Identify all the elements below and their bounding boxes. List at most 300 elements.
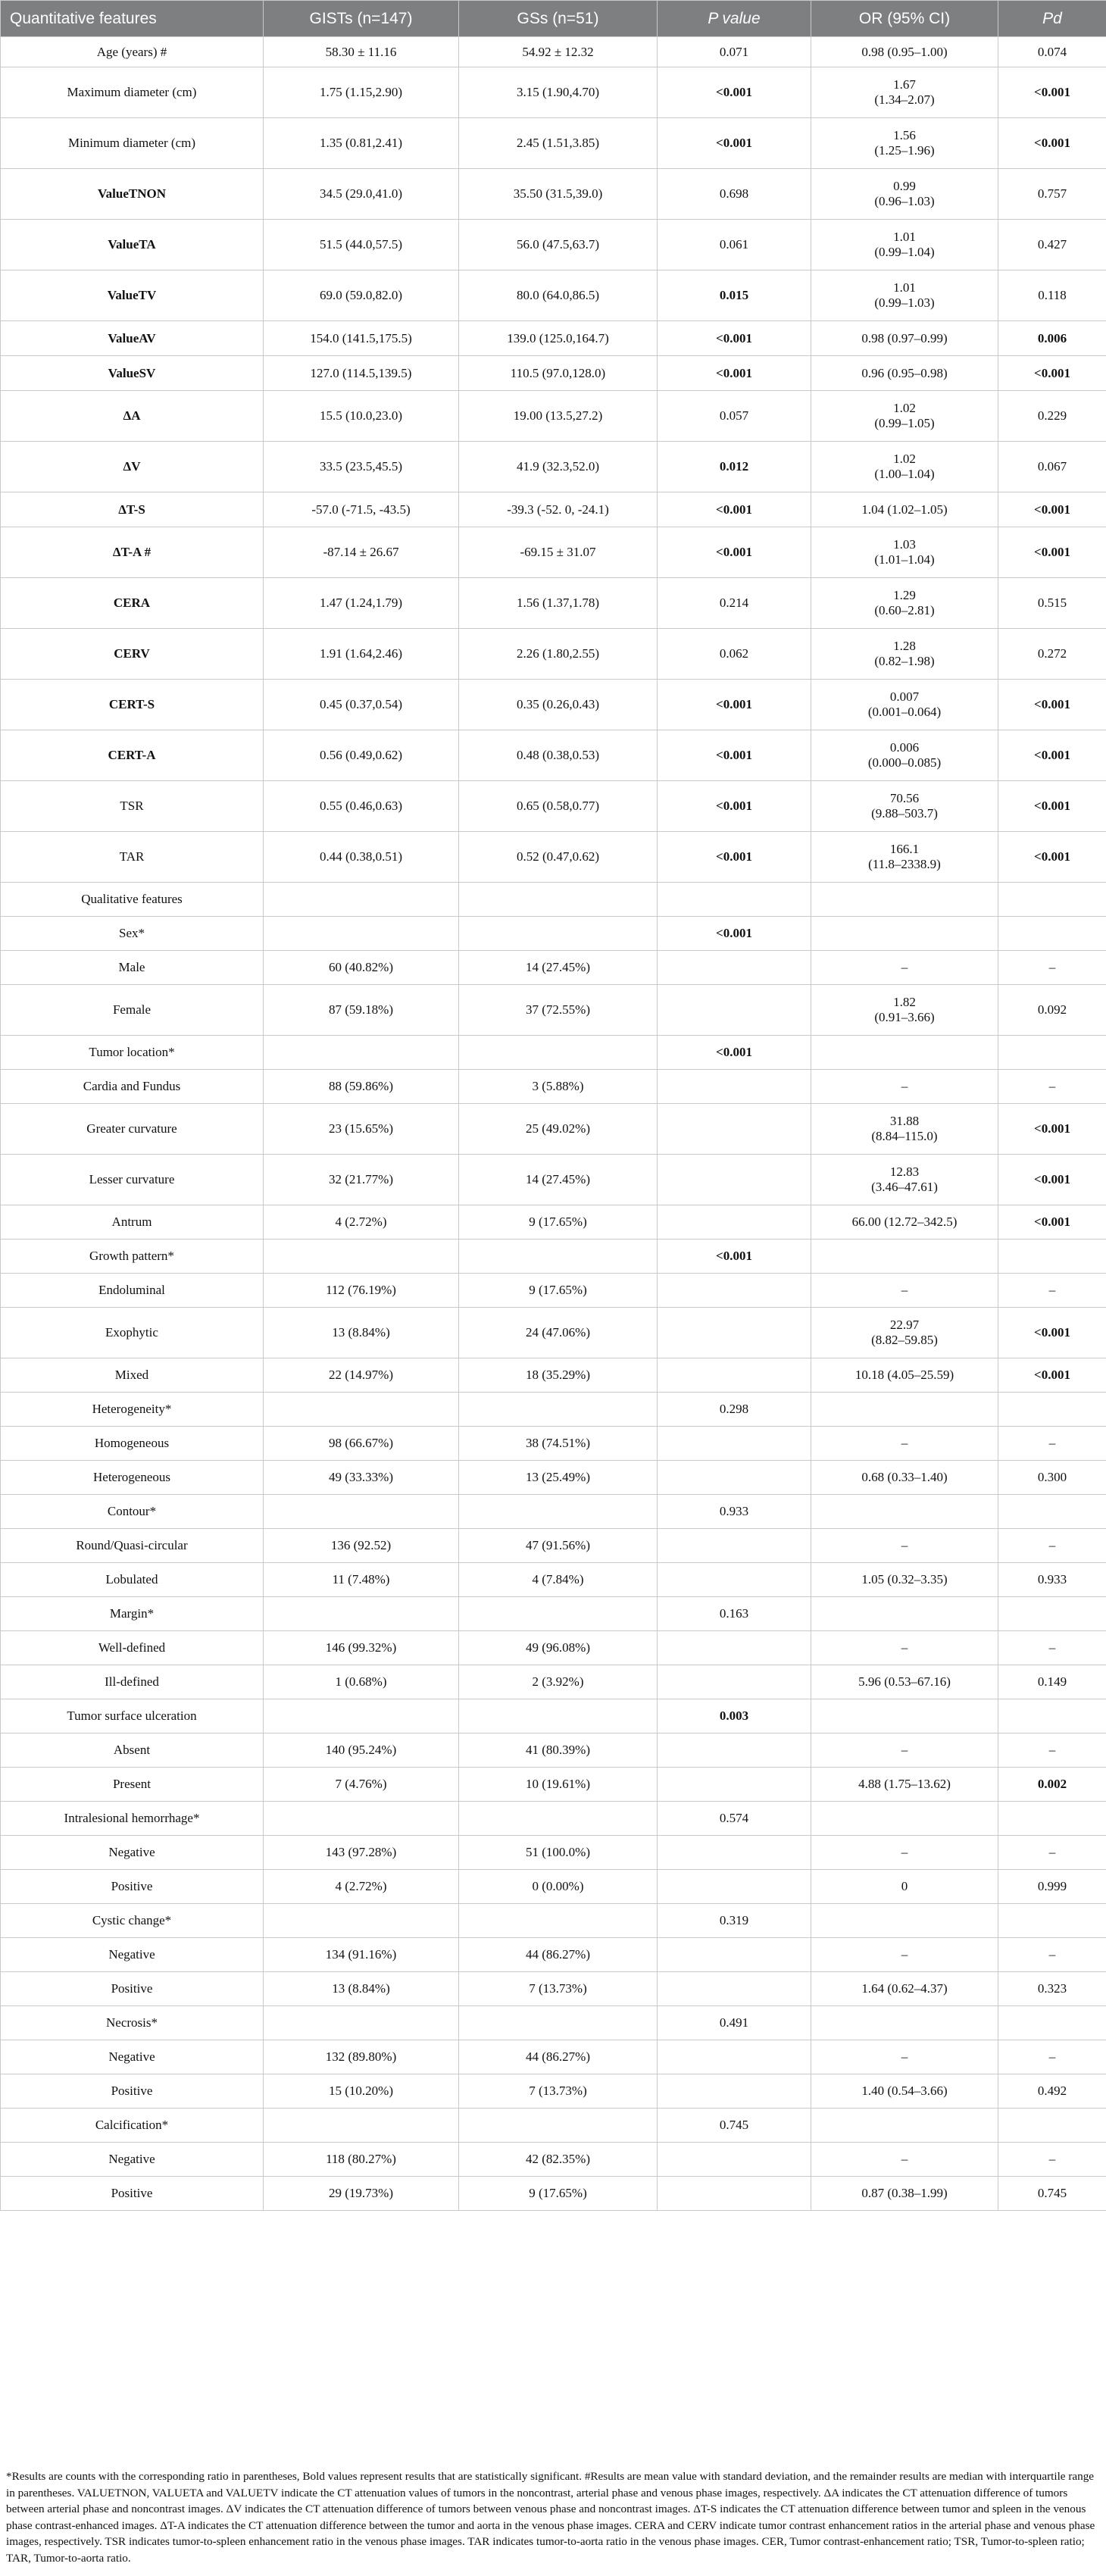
p-value-text: <0.001 bbox=[716, 1045, 752, 1059]
table-row bbox=[1, 118, 1106, 169]
pd-text: 0.067 bbox=[1037, 459, 1067, 474]
table-row bbox=[1, 442, 1106, 492]
pd-text: <0.001 bbox=[1034, 365, 1070, 380]
pd-text: 0.272 bbox=[1037, 646, 1067, 661]
pd-cell bbox=[998, 1205, 1106, 1240]
or-value: 1.05 (0.32–3.35) bbox=[861, 1572, 948, 1587]
gss-cell bbox=[459, 321, 658, 356]
label-text: Absent bbox=[113, 1743, 151, 1757]
label-cell bbox=[1, 527, 264, 578]
gists-cell bbox=[264, 1631, 459, 1665]
label-cell bbox=[1, 1972, 264, 2006]
gss-text: 3 (5.88%) bbox=[532, 1079, 584, 1093]
pd-cell bbox=[998, 680, 1106, 730]
p-value-text: 0.015 bbox=[719, 288, 749, 302]
or-ci-cell bbox=[811, 1938, 998, 1972]
p-value-text: <0.001 bbox=[716, 502, 752, 517]
gss-text: 1.56 (1.37,1.78) bbox=[516, 596, 600, 610]
or-ci-cell bbox=[811, 1104, 998, 1155]
p-value-cell bbox=[658, 730, 811, 781]
p-value-text: 0.319 bbox=[719, 1913, 749, 1927]
p-value-text: 0.933 bbox=[719, 1504, 749, 1518]
pd-text: <0.001 bbox=[1034, 1172, 1070, 1186]
gss-text: 54.92 ± 12.32 bbox=[522, 44, 594, 59]
label-cell bbox=[1, 1904, 264, 1938]
or-ci-range: (8.82–59.85) bbox=[871, 1333, 938, 1347]
pd-text: 0.074 bbox=[1037, 44, 1067, 59]
table-row bbox=[1, 1563, 1106, 1597]
pd-text: 0.745 bbox=[1037, 2186, 1067, 2200]
or-ci-cell bbox=[811, 1768, 998, 1802]
or-value: 1.01 bbox=[893, 230, 916, 244]
table-body bbox=[1, 37, 1106, 2211]
label-text: ΔA bbox=[123, 408, 141, 423]
label-text: ValueAV bbox=[108, 330, 156, 345]
p-value-cell bbox=[658, 1768, 811, 1802]
or-value: – bbox=[901, 1640, 908, 1655]
gists-cell bbox=[264, 917, 459, 951]
gists-text: 15.5 (10.0,23.0) bbox=[319, 408, 403, 423]
or-ci-range: (0.000–0.085) bbox=[867, 755, 942, 770]
pd-text: – bbox=[1048, 960, 1056, 974]
gss-cell bbox=[459, 1427, 658, 1461]
gists-text: 32 (21.77%) bbox=[329, 1172, 393, 1186]
or-value: 1.28 bbox=[893, 639, 916, 653]
p-value-cell bbox=[658, 1870, 811, 1904]
gists-cell bbox=[264, 1802, 459, 1836]
label-cell bbox=[1, 629, 264, 680]
pd-cell bbox=[998, 492, 1106, 527]
or-ci-cell bbox=[811, 680, 998, 730]
gss-cell bbox=[459, 527, 658, 578]
gss-cell bbox=[459, 391, 658, 442]
label-text: Heterogeneous bbox=[93, 1470, 170, 1484]
pd-cell bbox=[998, 391, 1106, 442]
p-value-cell bbox=[658, 629, 811, 680]
p-value-cell bbox=[658, 1529, 811, 1563]
table-row bbox=[1, 578, 1106, 629]
gss-cell bbox=[459, 1104, 658, 1155]
pd-text: – bbox=[1048, 1283, 1056, 1297]
label-cell bbox=[1, 220, 264, 270]
gists-cell bbox=[264, 442, 459, 492]
pd-text: <0.001 bbox=[1034, 849, 1070, 864]
pd-text: – bbox=[1048, 2049, 1056, 2064]
table-row bbox=[1, 1461, 1106, 1495]
table-row bbox=[1, 1529, 1106, 1563]
p-value-cell bbox=[658, 1938, 811, 1972]
p-value-text: <0.001 bbox=[716, 926, 752, 940]
label-cell bbox=[1, 1802, 264, 1836]
label-cell bbox=[1, 37, 264, 67]
label-cell bbox=[1, 730, 264, 781]
gists-text: 118 (80.27%) bbox=[326, 2152, 396, 2166]
or-ci-cell bbox=[811, 1308, 998, 1358]
label-text: Tumor surface ulceration bbox=[67, 1708, 197, 1723]
pd-cell bbox=[998, 1870, 1106, 1904]
gists-text: 29 (19.73%) bbox=[329, 2186, 393, 2200]
pd-text: – bbox=[1048, 1743, 1056, 1757]
p-value-cell bbox=[658, 680, 811, 730]
or-value: 0.96 (0.95–0.98) bbox=[861, 365, 948, 380]
p-value-cell bbox=[658, 1155, 811, 1205]
pd-cell bbox=[998, 1427, 1106, 1461]
pd-cell bbox=[998, 1155, 1106, 1205]
pd-cell bbox=[998, 321, 1106, 356]
gss-cell bbox=[459, 1070, 658, 1104]
or-ci-cell bbox=[811, 832, 998, 883]
p-value-text: <0.001 bbox=[716, 849, 752, 864]
label-text: Intralesional hemorrhage* bbox=[64, 1811, 200, 1825]
pd-text: <0.001 bbox=[1034, 697, 1070, 711]
label-cell bbox=[1, 1274, 264, 1308]
table-row bbox=[1, 1308, 1106, 1358]
label-cell bbox=[1, 1563, 264, 1597]
pd-cell bbox=[998, 730, 1106, 781]
or-ci-cell bbox=[811, 1495, 998, 1529]
or-ci-cell bbox=[811, 527, 998, 578]
label-text: ΔT-A # bbox=[112, 545, 152, 559]
label-cell bbox=[1, 2177, 264, 2211]
or-value: 0.98 (0.97–0.99) bbox=[861, 330, 948, 345]
or-ci-range: (0.99–1.04) bbox=[874, 245, 935, 259]
gss-cell bbox=[459, 1393, 658, 1427]
gss-text: 38 (74.51%) bbox=[526, 1436, 590, 1450]
gists-text: 69.0 (59.0,82.0) bbox=[319, 288, 403, 302]
gists-cell bbox=[264, 1427, 459, 1461]
or-ci-range: (1.00–1.04) bbox=[874, 467, 935, 481]
gss-cell bbox=[459, 1461, 658, 1495]
gss-text: -39.3 (-52. 0, -24.1) bbox=[507, 502, 609, 517]
label-text: Positive bbox=[111, 2084, 153, 2098]
or-ci-cell bbox=[811, 2074, 998, 2109]
table-row bbox=[1, 492, 1106, 527]
pd-cell bbox=[998, 2143, 1106, 2177]
or-ci-cell bbox=[811, 2040, 998, 2074]
or-ci-cell bbox=[811, 917, 998, 951]
gss-cell bbox=[459, 118, 658, 169]
or-ci-cell bbox=[811, 220, 998, 270]
or-ci-cell bbox=[811, 730, 998, 781]
gists-cell bbox=[264, 1104, 459, 1155]
p-value-cell bbox=[658, 1205, 811, 1240]
gists-cell bbox=[264, 985, 459, 1036]
p-value-text: <0.001 bbox=[716, 545, 752, 559]
p-value-text: <0.001 bbox=[716, 1249, 752, 1263]
label-cell bbox=[1, 1938, 264, 1972]
table-row bbox=[1, 1393, 1106, 1427]
gists-cell bbox=[264, 67, 459, 118]
pd-text: 0.492 bbox=[1037, 2084, 1067, 2098]
p-value-cell bbox=[658, 1597, 811, 1631]
gists-cell bbox=[264, 1870, 459, 1904]
table-row bbox=[1, 270, 1106, 321]
label-text: ValueTA bbox=[108, 237, 156, 252]
label-text: Negative bbox=[108, 2152, 155, 2166]
p-value-cell bbox=[658, 883, 811, 917]
label-text: Positive bbox=[111, 2186, 153, 2200]
label-text: CERA bbox=[113, 596, 151, 610]
header-p-value bbox=[658, 1, 811, 37]
gss-text: 41.9 (32.3,52.0) bbox=[516, 459, 600, 474]
pd-cell bbox=[998, 356, 1106, 391]
or-ci-cell bbox=[811, 1461, 998, 1495]
pd-cell bbox=[998, 917, 1106, 951]
gss-cell bbox=[459, 2143, 658, 2177]
pd-cell bbox=[998, 1495, 1106, 1529]
label-text: Lobulated bbox=[105, 1572, 158, 1587]
gss-text: 0.48 (0.38,0.53) bbox=[516, 748, 600, 762]
gists-text: 7 (4.76%) bbox=[335, 1777, 387, 1791]
gists-text: 34.5 (29.0,41.0) bbox=[319, 186, 403, 201]
or-value: – bbox=[901, 1283, 908, 1297]
table-row bbox=[1, 1699, 1106, 1733]
or-value: 4.88 (1.75–13.62) bbox=[858, 1777, 951, 1791]
gists-text: 1.35 (0.81,2.41) bbox=[319, 136, 403, 150]
or-value: 5.96 (0.53–67.16) bbox=[858, 1674, 951, 1689]
table-row bbox=[1, 1070, 1106, 1104]
pd-cell bbox=[998, 2006, 1106, 2040]
gss-cell bbox=[459, 1836, 658, 1870]
p-value-cell bbox=[658, 1665, 811, 1699]
p-value-cell bbox=[658, 832, 811, 883]
gss-cell bbox=[459, 2040, 658, 2074]
gss-cell bbox=[459, 1563, 658, 1597]
pd-text: 0.323 bbox=[1037, 1981, 1067, 1996]
gss-cell bbox=[459, 1358, 658, 1393]
p-value-text: <0.001 bbox=[716, 330, 752, 345]
p-value-cell bbox=[658, 1904, 811, 1938]
or-ci-cell bbox=[811, 1904, 998, 1938]
or-ci-cell bbox=[811, 629, 998, 680]
or-ci-cell bbox=[811, 356, 998, 391]
gss-cell bbox=[459, 1240, 658, 1274]
or-value: – bbox=[901, 1436, 908, 1450]
p-value-cell bbox=[658, 1733, 811, 1768]
gists-text: 87 (59.18%) bbox=[329, 1002, 393, 1017]
or-ci-cell bbox=[811, 1631, 998, 1665]
gists-cell bbox=[264, 1836, 459, 1870]
pd-cell bbox=[998, 951, 1106, 985]
pd-cell bbox=[998, 270, 1106, 321]
p-value-cell bbox=[658, 1104, 811, 1155]
label-text: Contour* bbox=[107, 1504, 157, 1518]
or-value: 31.88 bbox=[889, 1114, 920, 1128]
gss-cell bbox=[459, 1904, 658, 1938]
pd-text: <0.001 bbox=[1034, 1325, 1070, 1340]
table-row bbox=[1, 1495, 1106, 1529]
pd-cell bbox=[998, 1563, 1106, 1597]
pd-cell bbox=[998, 1597, 1106, 1631]
or-value: 1.64 (0.62–4.37) bbox=[861, 1981, 948, 1996]
gists-cell bbox=[264, 2177, 459, 2211]
label-cell bbox=[1, 1461, 264, 1495]
gss-cell bbox=[459, 1665, 658, 1699]
p-value-cell bbox=[658, 2109, 811, 2143]
label-text: Greater curvature bbox=[86, 1121, 177, 1136]
gss-text: 0.52 (0.47,0.62) bbox=[516, 849, 600, 864]
gists-cell bbox=[264, 832, 459, 883]
gss-text: 24 (47.06%) bbox=[526, 1325, 590, 1340]
header-gists: GISTs (n=147) bbox=[264, 1, 459, 37]
gists-text: 88 (59.86%) bbox=[329, 1079, 393, 1093]
or-ci-cell bbox=[811, 1393, 998, 1427]
p-value-cell bbox=[658, 1393, 811, 1427]
table-row bbox=[1, 680, 1106, 730]
label-cell bbox=[1, 169, 264, 220]
gss-text: 14 (27.45%) bbox=[526, 960, 590, 974]
p-value-cell bbox=[658, 67, 811, 118]
gists-cell bbox=[264, 169, 459, 220]
label-cell bbox=[1, 2040, 264, 2074]
gists-cell bbox=[264, 1070, 459, 1104]
p-value-cell bbox=[658, 2040, 811, 2074]
pd-cell bbox=[998, 2040, 1106, 2074]
gists-cell bbox=[264, 951, 459, 985]
p-value-cell bbox=[658, 1461, 811, 1495]
table-row bbox=[1, 2074, 1106, 2109]
gists-text: 13 (8.84%) bbox=[332, 1981, 390, 1996]
gists-cell bbox=[264, 730, 459, 781]
p-value-text: <0.001 bbox=[716, 136, 752, 150]
gists-cell bbox=[264, 1733, 459, 1768]
or-ci-cell bbox=[811, 1870, 998, 1904]
pd-cell bbox=[998, 67, 1106, 118]
label-text: CERV bbox=[114, 646, 150, 661]
gists-cell bbox=[264, 527, 459, 578]
gss-text: 2.45 (1.51,3.85) bbox=[516, 136, 600, 150]
gists-cell bbox=[264, 118, 459, 169]
table-row bbox=[1, 356, 1106, 391]
gists-text: 0.56 (0.49,0.62) bbox=[319, 748, 403, 762]
gists-cell bbox=[264, 1393, 459, 1427]
p-value-cell bbox=[658, 578, 811, 629]
pd-cell bbox=[998, 2109, 1106, 2143]
label-text: TAR bbox=[119, 849, 145, 864]
pd-cell bbox=[998, 1358, 1106, 1393]
header-pd bbox=[998, 1, 1106, 37]
gists-cell bbox=[264, 1768, 459, 1802]
pd-text: – bbox=[1048, 1640, 1056, 1655]
p-value-cell bbox=[658, 220, 811, 270]
or-value: – bbox=[901, 1079, 908, 1093]
pd-cell bbox=[998, 1802, 1106, 1836]
label-cell bbox=[1, 1393, 264, 1427]
pd-text: – bbox=[1048, 2152, 1056, 2166]
label-text: Margin* bbox=[109, 1606, 155, 1621]
or-value: – bbox=[901, 1743, 908, 1757]
gists-cell bbox=[264, 1563, 459, 1597]
label-text: Tumor location* bbox=[89, 1045, 175, 1059]
p-value-text: <0.001 bbox=[716, 365, 752, 380]
gists-cell bbox=[264, 1358, 459, 1393]
p-value-cell bbox=[658, 2074, 811, 2109]
label-cell bbox=[1, 442, 264, 492]
label-text: Necrosis* bbox=[106, 2015, 158, 2030]
gists-cell bbox=[264, 1597, 459, 1631]
or-ci-cell bbox=[811, 1070, 998, 1104]
or-value: 1.03 bbox=[893, 537, 916, 552]
or-value: 0.006 bbox=[889, 740, 920, 755]
pd-text: <0.001 bbox=[1034, 1368, 1070, 1382]
or-ci-cell bbox=[811, 1274, 998, 1308]
or-ci-cell bbox=[811, 1733, 998, 1768]
gss-cell bbox=[459, 2109, 658, 2143]
label-cell bbox=[1, 1768, 264, 1802]
label-cell bbox=[1, 1699, 264, 1733]
pd-cell bbox=[998, 1308, 1106, 1358]
p-value-cell bbox=[658, 781, 811, 832]
p-value-text: <0.001 bbox=[716, 85, 752, 99]
or-ci-range: (0.99–1.03) bbox=[874, 295, 935, 310]
or-ci-cell bbox=[811, 37, 998, 67]
gss-cell bbox=[459, 442, 658, 492]
label-text: ValueTV bbox=[107, 288, 157, 302]
label-cell bbox=[1, 680, 264, 730]
pd-cell bbox=[998, 1972, 1106, 2006]
gists-cell bbox=[264, 1529, 459, 1563]
table-row bbox=[1, 2143, 1106, 2177]
table-row bbox=[1, 1836, 1106, 1870]
gists-cell bbox=[264, 1155, 459, 1205]
label-text: Antrum bbox=[111, 1215, 152, 1229]
or-ci-cell bbox=[811, 578, 998, 629]
label-cell bbox=[1, 1836, 264, 1870]
gss-text: 14 (27.45%) bbox=[526, 1172, 590, 1186]
or-ci-cell bbox=[811, 1597, 998, 1631]
pd-text: – bbox=[1048, 1947, 1056, 1962]
or-ci-cell bbox=[811, 781, 998, 832]
table-row bbox=[1, 1733, 1106, 1768]
label-cell bbox=[1, 1358, 264, 1393]
p-value-cell bbox=[658, 2143, 811, 2177]
or-value: 1.04 (1.02–1.05) bbox=[861, 502, 948, 517]
p-value-text: 0.061 bbox=[719, 237, 749, 252]
label-text: Well-defined bbox=[98, 1640, 166, 1655]
gists-cell bbox=[264, 1240, 459, 1274]
label-text: Male bbox=[118, 960, 145, 974]
label-text: CERT-A bbox=[108, 748, 156, 762]
gss-cell bbox=[459, 2074, 658, 2109]
gists-cell bbox=[264, 1665, 459, 1699]
gists-text: 1 (0.68%) bbox=[335, 1674, 387, 1689]
p-value-cell bbox=[658, 356, 811, 391]
gss-text: 110.5 (97.0,128.0) bbox=[510, 365, 606, 380]
pd-cell bbox=[998, 781, 1106, 832]
label-text: ΔT-S bbox=[118, 502, 145, 517]
pd-text: <0.001 bbox=[1034, 1215, 1070, 1229]
table-row bbox=[1, 2040, 1106, 2074]
label-cell bbox=[1, 1870, 264, 1904]
p-value-cell bbox=[658, 321, 811, 356]
table-row bbox=[1, 1904, 1106, 1938]
or-ci-range: (9.88–503.7) bbox=[871, 806, 938, 821]
or-ci-cell bbox=[811, 883, 998, 917]
pd-text: 0.933 bbox=[1037, 1572, 1067, 1587]
pd-text: – bbox=[1048, 1538, 1056, 1552]
gists-text: 112 (76.19%) bbox=[326, 1283, 396, 1297]
gists-cell bbox=[264, 220, 459, 270]
gists-cell bbox=[264, 1495, 459, 1529]
gss-text: 10 (19.61%) bbox=[526, 1777, 590, 1791]
label-text: Round/Quasi-circular bbox=[76, 1538, 188, 1552]
table-row bbox=[1, 1870, 1106, 1904]
or-ci-cell bbox=[811, 1427, 998, 1461]
gists-cell bbox=[264, 270, 459, 321]
label-text: CERT-S bbox=[108, 697, 155, 711]
gss-text: 4 (7.84%) bbox=[532, 1572, 584, 1587]
pd-cell bbox=[998, 883, 1106, 917]
